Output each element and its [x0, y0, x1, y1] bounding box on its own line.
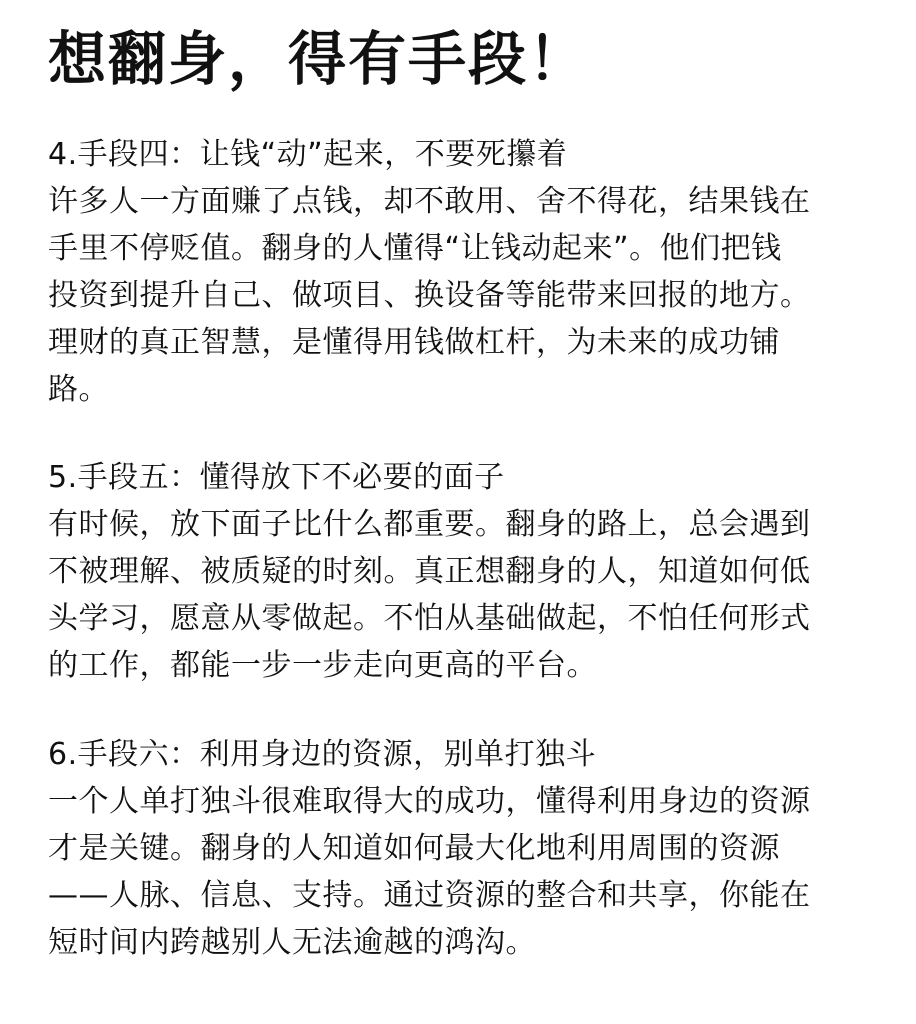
- page-title: 想翻身，得有手段！: [48, 25, 589, 93]
- paragraph-line: 理财的真正智慧，是懂得用钱做杠杆，为未来的成功铺: [48, 325, 780, 360]
- paragraph-line: 手里不停贬值。翻身的人懂得“让钱动起来”。他们把钱: [48, 231, 782, 266]
- paragraph-line: 许多人一方面赚了点钱，却不敢用、舍不得花，结果钱在: [48, 184, 811, 219]
- paragraph-line: 有时候，放下面子比什么都重要。翻身的路上，总会遇到: [48, 507, 811, 542]
- section-heading: 5.手段五：懂得放下不必要的面子: [48, 460, 505, 495]
- paragraph-line: 短时间内跨越别人无法逾越的鸿沟。: [48, 925, 536, 960]
- section-heading: 6.手段六：利用身边的资源，别单打独斗: [48, 737, 597, 772]
- section-6: [48, 731, 888, 966]
- paragraph-line: 头学习，愿意从零做起。不怕从基础做起，不怕任何形式: [48, 601, 811, 636]
- paragraph-line: 投资到提升自己、做项目、换设备等能带来回报的地方。: [48, 278, 811, 313]
- paragraph-line: 路。: [48, 372, 109, 407]
- paragraph-line: 才是关键。翻身的人知道如何最大化地利用周围的资源: [48, 831, 780, 866]
- paragraph-line: 一个人单打独斗很难取得大的成功，懂得利用身边的资源: [48, 784, 811, 819]
- paragraph-line: 的工作，都能一步一步走向更高的平台。: [48, 648, 597, 683]
- paragraph-line: 不被理解、被质疑的时刻。真正想翻身的人，知道如何低: [48, 554, 811, 589]
- section-heading: 4.手段四：让钱“动”起来，不要死攥着: [48, 137, 568, 172]
- section-4: [48, 131, 888, 413]
- paragraph-line: ——人脉、信息、支持。通过资源的整合和共享，你能在: [48, 878, 811, 913]
- section-5: [48, 454, 888, 689]
